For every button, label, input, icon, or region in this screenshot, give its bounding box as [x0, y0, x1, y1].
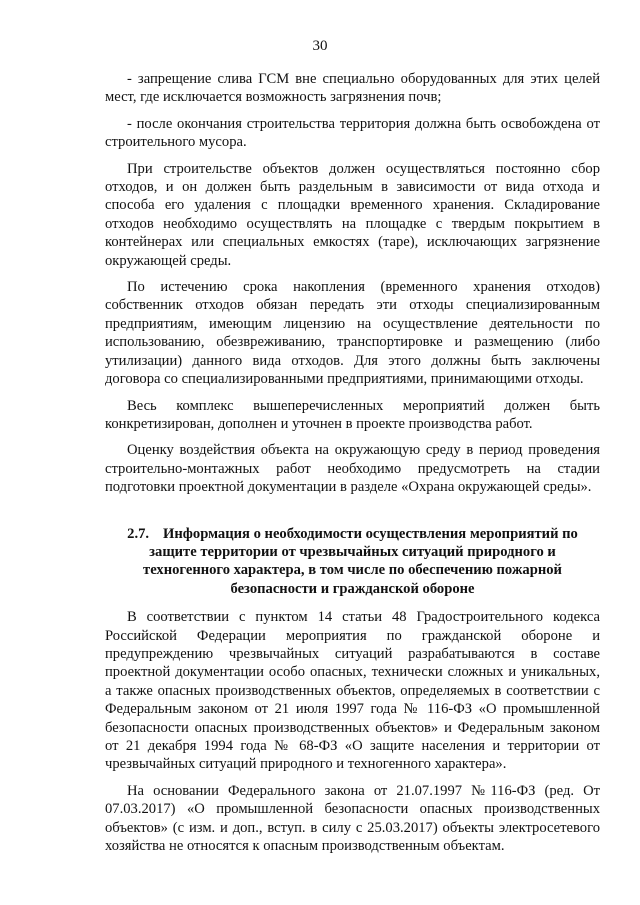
paragraph-construction-debris: - после окончания строительства территория должна быть освобождена от строительного мусора. — [105, 115, 600, 151]
paragraph-measures-complex: Весь комплекс вышеперечисленных мероприятий должен быть конкретизирован, дополнен и уточнен в проекте производства работ. — [105, 397, 600, 432]
page-content — [105, 70, 600, 863]
paragraph-fuel-discharge: - запрещение слива ГСМ вне специально оборудованных для этих целей мест, где исключается возможность загрязнения почв; — [105, 71, 600, 106]
paragraph-environmental-assessment: Оценку воздействия объекта на окружающую среду в период проведения строительно-монтажных работ необходимо предусмотреть на стадии подготовки проектной документации в разделе «Охрана окружающей среды». — [105, 442, 600, 496]
paragraph-waste-collection: При строительстве объектов должен осуществляться постоянно сбор отходов, и он должен быть раздельным в зависимости от вида отхода и способа его удаления с площадки временного хранения. Складирование отходов необходимо осуществлять на площадке с твердым покрытием в контейнерах или специальных емкостях (таре), исключающих загрязнение окружающей среды. — [105, 160, 600, 269]
paragraph-waste-transfer: По истечению срока накопления (временного хранения отходов) собственник отходов обязан передать эти отходы специализированным предприятиям, имеющим лицензию на осуществление деятельности по использованию, обезвреживанию, транспортировке и размещению (либо утилизации) данного вида отходов. Для этого должны быть заключены договора со специализированными предприятиями, принимающими отходы. — [105, 279, 600, 388]
paragraph-federal-law: На основании Федерального закона от 21.07.1997 №116-ФЗ (ред. От 07.03.2017) «О промышленной безопасности опасных производственных объектов» (с изм. и доп., вступ. в силу с 25.03.2017) объекты электросетевого хозяйства не относятся к опасным производственным объектам. — [105, 782, 600, 855]
paragraph-civil-defense: В соответствии с пунктом 14 статьи 48 Градостроительного кодекса Российской Федерации мероприятия по гражданской обороне и предупреждению чрезвычайных ситуаций разрабатываются в составе проектной документации особо опасных, технически сложных и уникальных, а также опасных производственных объектов, определяемых в соответствии с Федеральным законом от 21 июля 1997 года № 116-ФЗ «О промышленной безопасности опасных производственных объектов» и Федеральным законом от 21 декабря 1994 года № 68-ФЗ «О защите населения и территории от чрезвычайных ситуаций природного и техногенного характера». — [105, 609, 600, 773]
section-number: 2.7. — [127, 525, 150, 542]
section-heading — [105, 525, 600, 599]
page-number: 30 — [312, 38, 328, 54]
section-title: Информация о необходимости осуществления мероприятий по защите территории от чрезвычайных ситуаций природного и техногенного характера, в том числе по обеспечению пожарной безопасности и гражданской обороне — [143, 525, 578, 597]
